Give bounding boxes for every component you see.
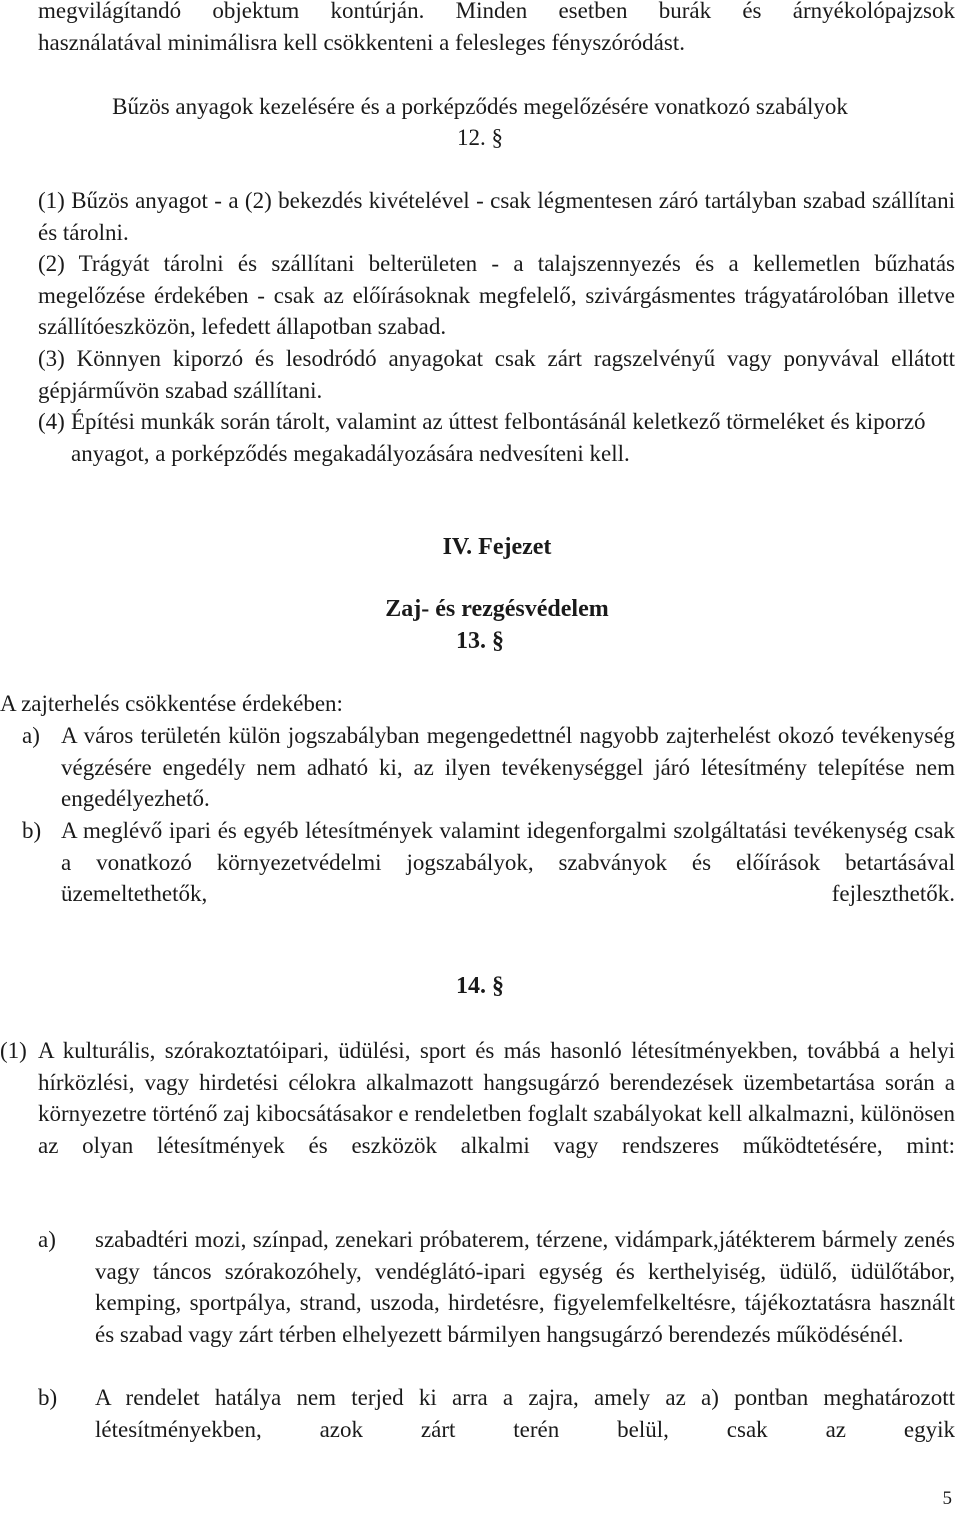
section-12-paragraph-3 — [38, 343, 955, 406]
section-12-paragraph-4 — [38, 406, 955, 469]
paragraph-label: (4) — [38, 409, 65, 434]
paragraph-text: Könnyen kiporzó és lesodródó anyagokat csak zárt ragszelvényű vagy ponyvával ellátott gépjárművön szabad szállítani. — [38, 346, 956, 403]
item-label: a) — [38, 1227, 56, 1252]
paragraph-text: A kulturális, szórakoztatóipari, üdülési, sport és más hasonló létesítményekben, továbbá a helyi hírközlési, vagy hirdetési célokra alkalmazott hangsugárzó berendezések üzembetartása során a környezetre történő zaj kibocsátásakor e rendeletben foglalt szabályokat kell alkalmazni, különösen az olyan létesítmények és eszközök alkalmi vagy rendszeres működtetésére, mint: — [38, 1038, 955, 1158]
paragraph-text: Építési munkák során tárolt, valamint az úttest felbontásánál keletkező törmeléket és kiporzó anyagot, a porképződés megakadályozására nedvesíteni kell. — [71, 409, 926, 466]
section-12-heading: Bűzös anyagok kezelésére és a porképződés megelőzésére vonatkozó szabályok — [112, 94, 848, 119]
chapter-subtitle: Zaj- és rezgésvédelem — [385, 596, 609, 622]
paragraph-label: (1) — [0, 1038, 27, 1063]
section-13-intro: A zajterhelés csökkentése érdekében: — [0, 691, 343, 716]
intro-line-2: használatával minimálisra kell csökkenteni a felesleges fényszóródást. — [38, 29, 685, 55]
section-12-paragraph-1 — [38, 185, 955, 248]
section-12-number: 12. § — [457, 125, 503, 150]
section-12-paragraph-2 — [38, 248, 955, 343]
paragraph-label: (2) — [38, 251, 65, 276]
item-text: A meglévő ipari és egyéb létesítmények valamint idegenforgalmi szolgáltatási tevékenység csak a vonatkozó környezetvédelmi jogszabályok, szabványok és előírások betartásával üzemeltethetők, fejleszthetők. — [61, 818, 955, 906]
intro-line-1: megvilágítandó objektum kontúrján. Minden esetben burák és árnyékolópajzsok — [38, 0, 955, 23]
item-text: szabadtéri mozi, színpad, zenekari próbaterem, térzene, vidámpark,játékterem bármely zenés vagy táncos szórakozóhely, vendéglátó-ipari egység és kerthelyiség, üdülő, üdülőtábor, kemping, sportpálya, strand, uszoda, hirdetésre, figyelemfelkeltésre, tájékoztatásra használt és szabad vagy zárt térben elhelyezett bármilyen hangsugárzó berendezés működésénél. — [95, 1227, 955, 1347]
item-label: a) — [22, 723, 40, 748]
section-13-number: 13. § — [456, 628, 504, 654]
paragraph-text: Bűzös anyagot - a (2) bekezdés kivételével - csak légmentesen záró tartályban szabad szállítani és tárolni. — [38, 188, 955, 245]
section-13-item-a — [22, 720, 955, 815]
paragraph-text: Trágyát tárolni és szállítani belterületen - a talajszennyezés és a kellemetlen bűzhatás megelőzése érdekében - csak az előírásoknak megfelelő, szivárgásmentes trágyatárolóban illetve szállítóeszközön, lefedett állapotban szabad. — [38, 251, 955, 339]
item-text: A város területén külön jogszabályban megengedettnél nagyobb zajterhelést okozó tevékenység végzésére engedély nem adható ki, az ilyen tevékenységgel járó létesítmény telepítése nem engedélyezhető. — [61, 723, 955, 811]
section-14-item-a — [38, 1224, 955, 1350]
chapter-title: IV. Fejezet — [442, 534, 552, 560]
section-14-item-b — [38, 1382, 955, 1445]
section-13-item-b — [22, 815, 955, 910]
intro-paragraph — [38, 0, 955, 58]
paragraph-label: (3) — [38, 346, 65, 371]
paragraph-label: (1) — [38, 188, 65, 213]
section-14-paragraph-1 — [0, 1035, 955, 1161]
section-14-number: 14. § — [456, 973, 504, 999]
page-number: 5 — [942, 1488, 952, 1509]
item-label: b) — [22, 818, 42, 843]
item-label: b) — [38, 1385, 58, 1410]
item-text: A rendelet hatálya nem terjed ki arra a zajra, amely az a) pontban meghatározott létesítményekben, azok zárt terén belül, csak az egyik — [95, 1385, 955, 1442]
